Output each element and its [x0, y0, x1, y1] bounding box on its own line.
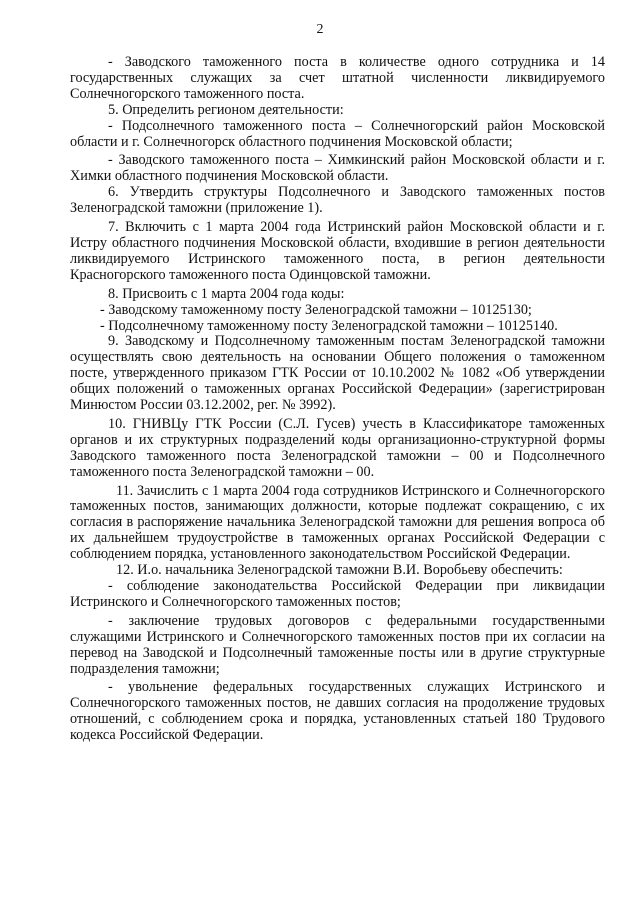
paragraph-item-5: 5. Определить регионом деятельности:	[108, 101, 344, 118]
page-number: 2	[316, 22, 324, 37]
paragraph-item-12-contracts: - заключение трудовых договоров с федеральными государственными служащими Истринского и Солнечногорского таможенных постов при их согласии на перевод на Заводской и Подсолнечный таможенные посты или в другие структурные подразделения таможни;	[70, 612, 605, 677]
paragraph-zavodskoy-staff: - Заводского таможенного поста в количестве одного сотрудника и 14 государственных служащих за счет штатной численности ликвидируемого Солнечногорского таможенного поста.	[70, 54, 605, 102]
document-body	[70, 55, 605, 744]
paragraph-item-9: 9. Заводскому и Подсолнечному таможенным постам Зеленоградской таможни осуществлять свою деятельность на основании Общего положения о таможенном посте, утвержденного приказом ГТК России от 10.10.2002 № 1082 «Об утверждении общих положений о таможенных органах Российской Федерации» (зарегистрирован Минюстом России 03.12.2002, рег. № 3992).	[70, 333, 605, 414]
paragraph-item-11: 11. Зачислить с 1 марта 2004 года сотрудников Истринского и Солнечногорского таможенных постов, занимающих должности, которые подлежат сокращению, с их согласия в распоряжение начальника Зеленоградской таможни для решения вопроса об их дальнейшем трудоустройстве в таможенных органах Российской Федерации с соблюдением порядка, установленного законодательством Российской Федерации.	[70, 482, 605, 563]
paragraph-item-12-law: - соблюдение законодательства Российской Федерации при ликвидации Истринского и Солнечногорского таможенных постов;	[70, 578, 605, 610]
paragraph-item-7: 7. Включить с 1 марта 2004 года Истринский район Московской области и г. Истру областного подчинения Московской области, входившие в регион деятельности ликвидируемого Истринского таможенного поста, в регион деятельности Красногорского таможенного поста Одинцовской таможни.	[70, 219, 605, 283]
paragraph-item-12: 12. И.о. начальника Зеленоградской таможни В.И. Воробьеву обеспечить:	[116, 562, 563, 579]
paragraph-item-5-zavodskoy: - Заводского таможенного поста – Химкинский район Московской области и г. Химки областного подчинения Московской области.	[70, 152, 605, 185]
paragraph-item-6: 6. Утвердить структуры Подсолнечного и Заводского таможенных постов Зеленоградской таможни (приложение 1).	[70, 184, 605, 217]
paragraph-item-8: 8. Присвоить с 1 марта 2004 года коды:	[108, 285, 345, 302]
paragraph-item-8-zavodskoy: - Заводскому таможенному посту Зеленоградской таможни – 10125130;	[100, 301, 532, 318]
paragraph-item-10: 10. ГНИВЦу ГТК России (С.Л. Гусев) учесть в Классификаторе таможенных органов и их структурных подразделений коды организационно-структурной формы Заводского таможенного поста Зеленоградской таможни – 00 и Подсолнечного таможенного поста Зеленоградской таможни – 00.	[70, 415, 605, 480]
paragraph-item-5-podsolnechny: - Подсолнечного таможенного поста – Солнечногорский район Московской области и г. Солнечногорск областного подчинения Московской области;	[70, 117, 605, 150]
paragraph-item-8-podsolnechny: - Подсолнечному таможенному посту Зеленоградской таможни – 10125140.	[100, 317, 558, 334]
paragraph-item-12-dismissal: - увольнение федеральных государственных служащих Истринского и Солнечногорского таможенных постов, не давших согласия на продолжение трудовых отношений, с соблюдением срока и порядка, установленных статьей 180 Трудового кодекса Российской Федерации.	[70, 679, 605, 744]
